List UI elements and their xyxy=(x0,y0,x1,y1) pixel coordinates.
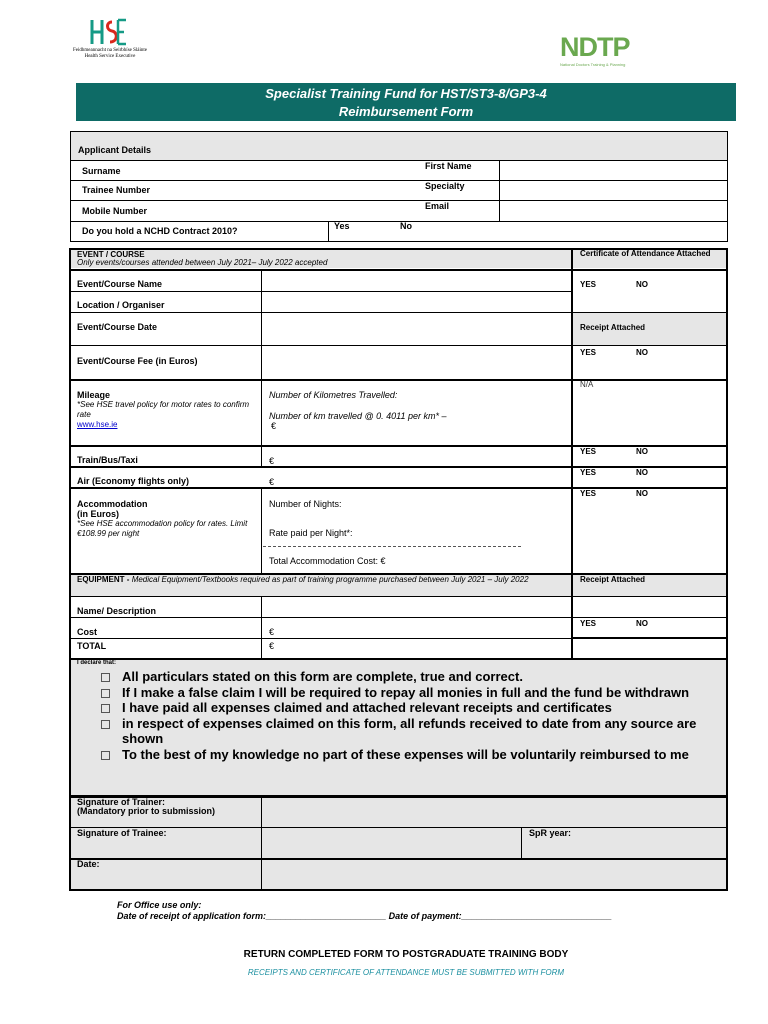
nchd-yes-option[interactable]: Yes xyxy=(334,221,350,231)
return-instruction: RETURN COMPLETED FORM TO POSTGRADUATE TRAINING BODY xyxy=(243,949,569,960)
equipment-heading-note: Medical Equipment/Textbooks required as part of training programme purchased between July 2021 – July 2022 xyxy=(131,575,529,584)
mileage-euro: € xyxy=(271,421,277,431)
total-label: TOTAL xyxy=(77,641,107,651)
specialty-field[interactable] xyxy=(501,182,726,199)
trainer-signature-label: Signature of Trainer: xyxy=(77,797,166,807)
checkbox-icon[interactable] xyxy=(101,720,110,729)
email-field[interactable] xyxy=(501,202,726,219)
train-label: Train/Bus/Taxi xyxy=(77,455,138,465)
cert-heading: Certificate of Attendance Attached xyxy=(580,249,711,258)
total-euro[interactable]: € xyxy=(269,641,275,651)
first-name-label: First Name xyxy=(425,161,472,171)
accommodation-yes[interactable]: YES xyxy=(580,489,597,498)
km-rate-label: Number of km travelled @ 0. 4011 per km* – xyxy=(269,411,447,421)
air-yes[interactable]: YES xyxy=(580,468,597,477)
event-name-label: Event/Course Name xyxy=(77,279,163,289)
trainer-signature-field[interactable] xyxy=(262,798,726,827)
office-dates: Date of receipt of application form:________________________ Date of payment:______________________________ xyxy=(117,911,612,921)
air-no[interactable]: NO xyxy=(636,468,648,477)
mileage-label: Mileage xyxy=(77,390,111,400)
checkbox-icon[interactable] xyxy=(101,751,110,760)
equipment-yes[interactable]: YES xyxy=(580,619,597,628)
ndtp-logo-text: NDTP xyxy=(560,32,630,62)
train-euro[interactable]: € xyxy=(269,456,275,466)
event-date-field[interactable] xyxy=(263,314,569,344)
form-title: Specialist Training Fund for HST/ST3-8/GP3-4 xyxy=(265,86,547,101)
fee-field[interactable] xyxy=(263,347,569,378)
trainee-signature-label: Signature of Trainee: xyxy=(77,828,167,838)
mileage-na: N/A xyxy=(580,380,594,389)
fee-receipt-yes[interactable]: YES xyxy=(580,348,597,357)
fee-receipt-no[interactable]: NO xyxy=(636,348,648,357)
rate-per-night-label: Rate paid per Night*: xyxy=(269,528,353,538)
location-label: Location / Organiser xyxy=(77,300,165,310)
total-accommodation-label: Total Accommodation Cost: € xyxy=(269,556,386,566)
train-no[interactable]: NO xyxy=(636,447,648,456)
cert-no-option[interactable]: NO xyxy=(636,280,648,289)
surname-field[interactable] xyxy=(160,162,420,179)
first-name-field[interactable] xyxy=(501,162,726,179)
mobile-label: Mobile Number xyxy=(82,206,148,216)
event-subheading: Only events/courses attended between July 2021– July 2022 accepted xyxy=(77,258,328,267)
checkbox-icon[interactable] xyxy=(101,704,110,713)
trainee-number-label: Trainee Number xyxy=(82,185,151,195)
rate-separator xyxy=(263,546,521,547)
cert-yes-option[interactable]: YES xyxy=(580,280,597,289)
checkbox-icon[interactable] xyxy=(101,689,110,698)
air-euro[interactable]: € xyxy=(269,477,275,487)
office-heading: For Office use only: xyxy=(117,900,202,910)
ndtp-logo xyxy=(560,32,660,74)
trainer-signature-note: (Mandatory prior to submission) xyxy=(77,806,216,816)
title-banner xyxy=(76,83,736,121)
event-date-label: Event/Course Date xyxy=(77,322,158,332)
date-label: Date: xyxy=(77,859,100,869)
date-field[interactable] xyxy=(263,861,725,888)
trainee-number-field[interactable] xyxy=(160,182,420,199)
equipment-name-field[interactable] xyxy=(263,598,569,616)
equipment-receipt-heading: Receipt Attached xyxy=(580,575,646,584)
nchd-question: Do you hold a NCHD Contract 2010? xyxy=(82,226,238,236)
hse-logo xyxy=(70,18,150,62)
surname-label: Surname xyxy=(82,166,121,176)
hse-name-english: Health Service Executive xyxy=(84,54,136,59)
trainee-signature-field[interactable] xyxy=(263,829,519,857)
equipment-heading-block xyxy=(77,575,567,584)
declaration-item: To the best of my knowledge no part of these expenses will be voluntarily reimbursed to me xyxy=(101,747,721,763)
applicant-heading-bar xyxy=(71,132,727,160)
receipt-heading: Receipt Attached xyxy=(580,323,646,332)
form-subtitle: Reimbursement Form xyxy=(338,104,474,119)
declaration-list xyxy=(101,669,721,762)
event-name-field[interactable] xyxy=(263,271,569,290)
declaration-item: All particulars stated on this form are complete, true and correct. xyxy=(101,669,721,685)
accommodation-label: Accommodation xyxy=(77,499,148,509)
hse-link[interactable]: www.hse.ie xyxy=(77,420,118,429)
mileage-note: *See HSE travel policy for motor rates to confirm rate xyxy=(77,400,250,419)
cost-label: Cost xyxy=(77,627,97,637)
nchd-no-option[interactable]: No xyxy=(400,221,412,231)
specialty-label: Specialty xyxy=(425,181,465,191)
accommodation-no[interactable]: NO xyxy=(636,489,648,498)
hse-name-irish: Feidhmeannacht na Seirbhíse Sláinte xyxy=(72,48,147,53)
declaration-item: If I make a false claim I will be required to repay all monies in full and the fund be withdrawn xyxy=(101,685,721,701)
event-heading: EVENT / COURSE xyxy=(77,250,145,259)
cost-euro[interactable]: € xyxy=(269,627,275,637)
location-field[interactable] xyxy=(263,293,569,311)
train-yes[interactable]: YES xyxy=(580,447,597,456)
accommodation-unit: (in Euros) xyxy=(77,509,119,519)
equipment-heading: EQUIPMENT - xyxy=(77,575,130,584)
spr-year-label: SpR year: xyxy=(529,828,572,838)
ndtp-tagline: National Doctors Training & Planning xyxy=(560,62,626,67)
hse-mark-icon xyxy=(88,18,128,46)
declaration-intro: I declare that: xyxy=(77,660,117,666)
declaration-item: in respect of expenses claimed on this form, all refunds received to date from any source are shown xyxy=(101,716,721,747)
submission-note: RECEIPTS AND CERTIFICATE OF ATTENDANCE MUST BE SUBMITTED WITH FORM xyxy=(247,968,565,977)
mobile-field[interactable] xyxy=(160,202,420,219)
km-travelled-label: Number of Kilometres Travelled: xyxy=(269,390,398,400)
accommodation-note: *See HSE accommodation policy for rates. Limit €108.99 per night xyxy=(77,519,248,538)
applicant-heading: Applicant Details xyxy=(78,145,152,155)
air-label: Air (Economy flights only) xyxy=(77,476,190,486)
equipment-name-label: Name/ Description xyxy=(77,606,157,616)
declaration-item: I have paid all expenses claimed and attached relevant receipts and certificates xyxy=(101,700,721,716)
equipment-no[interactable]: NO xyxy=(636,619,648,628)
email-label: Email xyxy=(425,201,450,211)
checkbox-icon[interactable] xyxy=(101,673,110,682)
fee-label: Event/Course Fee (in Euros) xyxy=(77,356,198,366)
nights-label: Number of Nights: xyxy=(269,499,342,509)
